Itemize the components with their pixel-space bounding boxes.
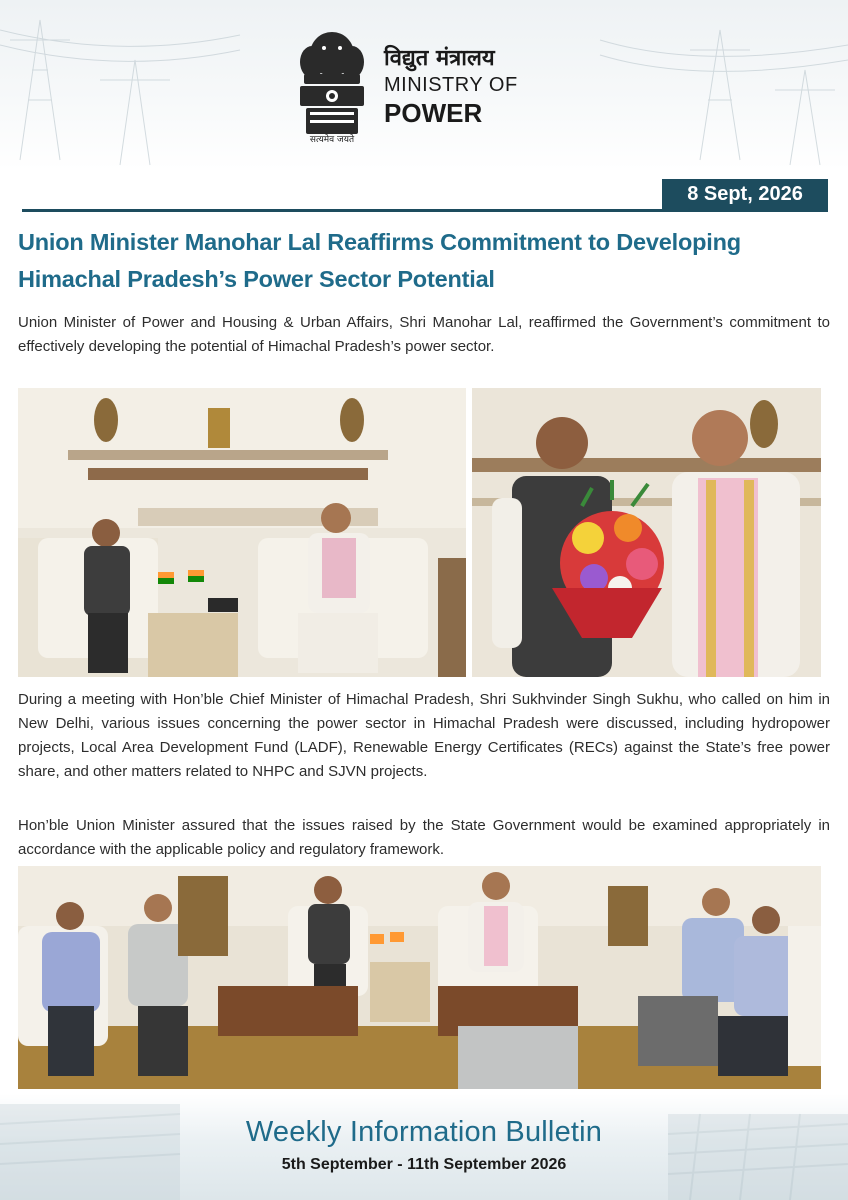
date-divider: [22, 209, 828, 212]
emblem-motto: सत्यमेव जयते: [309, 135, 355, 145]
bouquet-photo: [472, 388, 821, 677]
bulletin-title: Weekly Information Bulletin: [245, 1116, 603, 1148]
bulletin-date-range: 5th September - 11th September 2026: [281, 1156, 567, 1173]
article-paragraph: During a meeting with Hon’ble Chief Minister of Himachal Pradesh, Shri Sukhvinder Singh Sukhu, who called on him in New Delhi, various issues concerning the power sector in Himachal Pradesh were discussed, including hydropower projects, Local Area Development Fund (LADF), Renewable Energy Certificates (RECs) against the State’s free power share, and other matters related to NHPC and SJVN projects.: [18, 691, 830, 780]
national-emblem-icon: [296, 28, 368, 136]
ministry-name-line2: POWER: [384, 98, 483, 128]
delegation-meeting-photo: [18, 866, 821, 1089]
meeting-photo-seated: [18, 388, 466, 677]
article-headline: Union Minister Manohar Lal Reaffirms Commitment to Developing Himachal Pradesh’s Power Sector Potential: [18, 229, 741, 292]
date-badge: 8 Sept, 2026: [662, 179, 828, 210]
article-paragraph: Hon’ble Union Minister assured that the issues raised by the State Government would be examined appropriately in accordance with the applicable policy and regulatory framework.: [18, 817, 830, 858]
article-intro: Union Minister of Power and Housing & Urban Affairs, Shri Manohar Lal, reaffirmed the Government’s commitment to effectively developing the potential of Himachal Pradesh’s power sector.: [18, 314, 830, 355]
page-header: [0, 0, 848, 170]
ministry-name-line1: MINISTRY OF: [384, 74, 518, 96]
ministry-name-hindi: विद्युत मंत्रालय: [384, 46, 495, 71]
